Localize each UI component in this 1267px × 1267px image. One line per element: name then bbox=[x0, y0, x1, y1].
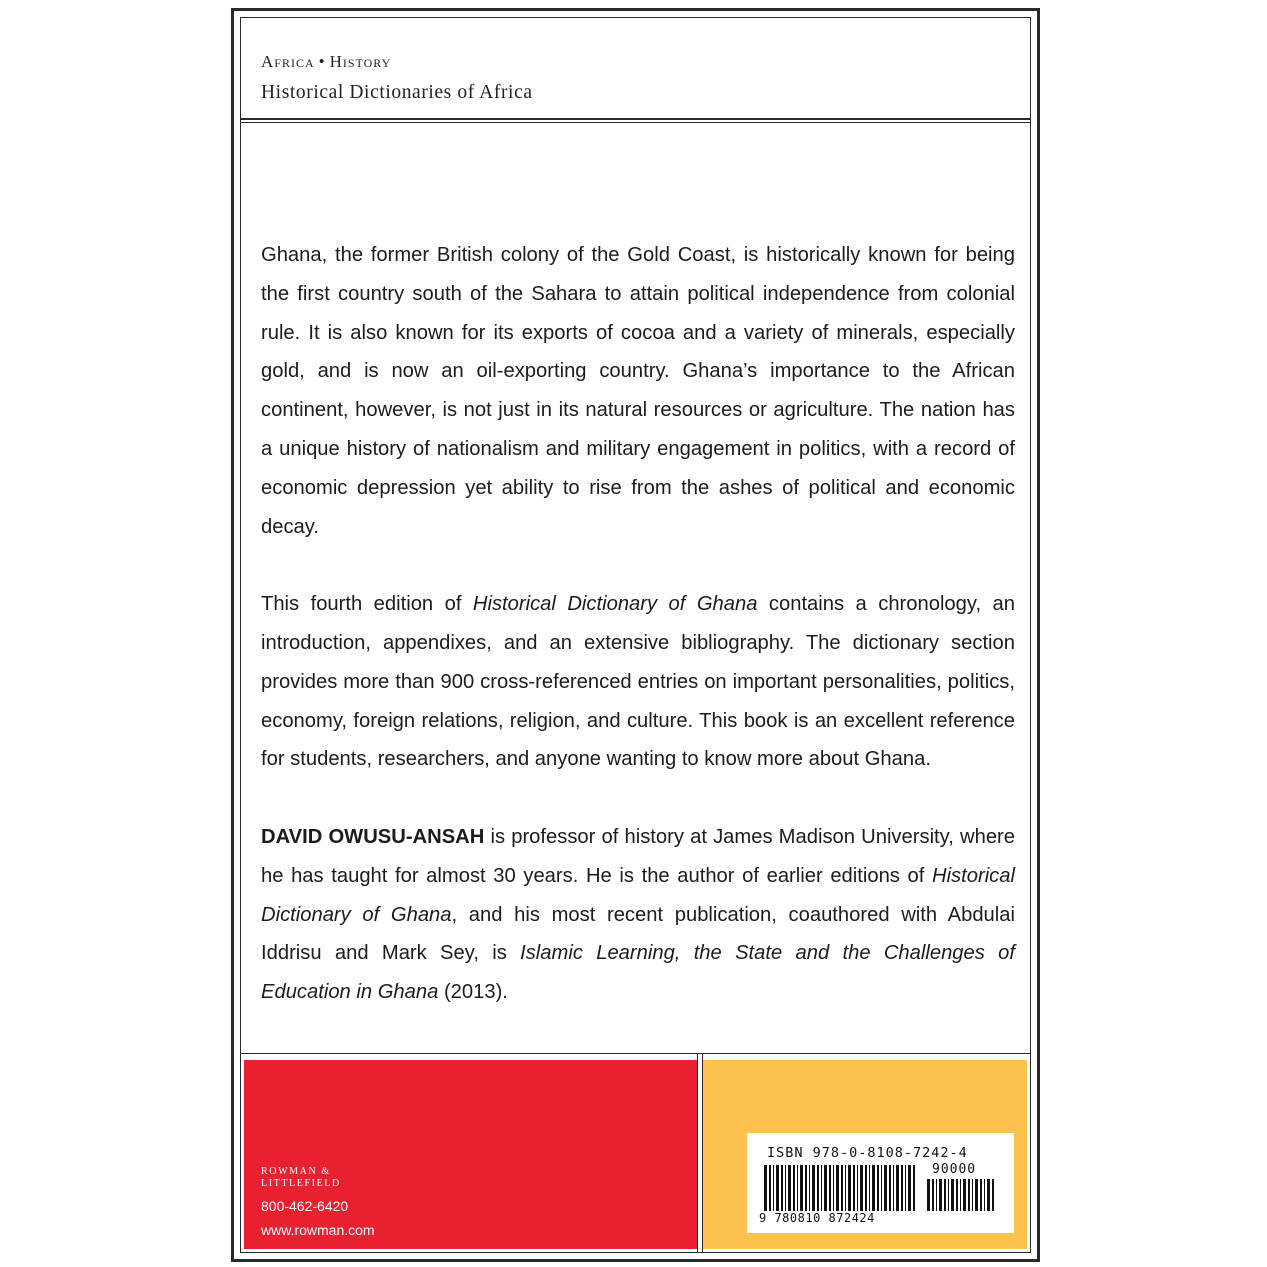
author-bio bbox=[261, 818, 1015, 1012]
barcode-bar bbox=[841, 1165, 843, 1211]
barcode-bar bbox=[889, 1165, 891, 1211]
publisher-name-line-2: LITTLEFIELD bbox=[261, 1178, 341, 1189]
barcode-bar bbox=[975, 1179, 978, 1211]
barcode-bar bbox=[857, 1165, 858, 1211]
barcode-bar bbox=[833, 1165, 834, 1211]
barcode-bar bbox=[809, 1165, 810, 1211]
author-name: DAVID OWUSU-ANSAH bbox=[261, 825, 485, 848]
barcode-bar bbox=[939, 1179, 942, 1211]
barcode-bar bbox=[845, 1165, 846, 1211]
barcode bbox=[747, 1133, 1014, 1233]
book-title: Historical Dictionary of Ghana bbox=[261, 864, 1015, 926]
back-cover bbox=[231, 8, 1040, 1262]
barcode-bar bbox=[896, 1165, 899, 1211]
publisher-website: www.rowman.com bbox=[261, 1222, 375, 1238]
cover-frame bbox=[240, 17, 1031, 1253]
barcode-bar bbox=[968, 1179, 970, 1211]
book-title: Islamic Learning, the State and the Challenges of Education in Ghana bbox=[261, 942, 1015, 1004]
paragraph-text: This fourth edition of bbox=[261, 593, 473, 616]
isbn-label: ISBN 978-0-8108-7242-4 bbox=[767, 1145, 968, 1161]
barcode-bar bbox=[865, 1165, 867, 1211]
barcode-bar bbox=[987, 1179, 990, 1211]
paragraph-text: , and his most recent publication, coauthored with Abdulai Iddrisu and Mark Sey, is bbox=[261, 903, 1015, 965]
barcode-bar bbox=[805, 1165, 807, 1211]
publisher-name-line-1: ROWMAN & bbox=[261, 1166, 331, 1177]
publisher-logo bbox=[261, 1166, 341, 1190]
barcode-bar bbox=[836, 1165, 839, 1211]
barcode-bar bbox=[776, 1165, 779, 1211]
bullet-icon: • bbox=[318, 52, 326, 71]
barcode-bar bbox=[972, 1179, 973, 1211]
paragraph-text: is professor of history at James Madison University, where he has taught for almost 30 years. He is the author of earlier editions of bbox=[261, 825, 1015, 887]
barcode-bar bbox=[817, 1165, 819, 1211]
barcode-bar bbox=[881, 1165, 882, 1211]
barcode-bar bbox=[769, 1165, 771, 1211]
barcode-bar bbox=[951, 1179, 954, 1211]
paragraph-text: contains a chronology, an introduction, appendixes, and an extensive bibliography. The dictionary section provides more than 900 cross-referenced entries on important personalities, politics, economy, foreign relations, religion, and culture. This book is an excellent reference for students, researchers, and anyone wanting to know more about Ghana. bbox=[261, 593, 1015, 771]
barcode-bar bbox=[956, 1179, 958, 1211]
publisher-panel bbox=[244, 1060, 697, 1249]
description-paragraph-1: Ghana, the former British colony of the Gold Coast, is historically known for being the first country south of the Sahara to attain political independence from colonial rule. It is also known for its exports of cocoa and a variety of minerals, especially gold, and is now an oil-exporting country. Ghana’s importance to the African continent, however, is not just in its natural resources or agriculture. The nation has a unique history of nationalism and military engagement in politics, with a record of economic depression yet ability to rise from the ashes of political and economic decay. bbox=[261, 244, 1015, 538]
barcode-bar bbox=[960, 1179, 961, 1211]
barcode-bar bbox=[800, 1165, 803, 1211]
barcode-bar bbox=[980, 1179, 982, 1211]
barcode-bar bbox=[872, 1165, 875, 1211]
barcode-bar bbox=[984, 1179, 985, 1211]
publisher-phone: 800-462-6420 bbox=[261, 1198, 349, 1214]
category-africa: Africa bbox=[261, 52, 315, 71]
barcode-bar bbox=[860, 1165, 863, 1211]
barcode-bar bbox=[848, 1165, 851, 1211]
subject-category bbox=[261, 52, 391, 72]
barcode-bar bbox=[893, 1165, 894, 1211]
footer-band bbox=[241, 1053, 1030, 1252]
price-code: 90000 bbox=[932, 1162, 977, 1177]
barcode-bar bbox=[793, 1165, 795, 1211]
category-history: History bbox=[329, 52, 392, 71]
barcode-bar bbox=[927, 1179, 930, 1211]
barcode-bar bbox=[948, 1179, 949, 1211]
barcode-bar bbox=[785, 1165, 786, 1211]
barcode-bar bbox=[992, 1179, 994, 1211]
barcode-bar bbox=[877, 1165, 879, 1211]
barcode-bar bbox=[944, 1179, 946, 1211]
barcode-bar bbox=[884, 1165, 887, 1211]
barcode-bar bbox=[788, 1165, 791, 1211]
addon-barcode-bars bbox=[927, 1179, 997, 1215]
barcode-bar bbox=[901, 1165, 903, 1211]
barcode-bar bbox=[824, 1165, 827, 1211]
barcode-bar bbox=[936, 1179, 937, 1211]
barcode-bar bbox=[853, 1165, 855, 1211]
barcode-bar bbox=[797, 1165, 798, 1211]
barcode-bar bbox=[869, 1165, 870, 1211]
barcode-bar bbox=[913, 1165, 915, 1211]
barcode-digits: 9 780810 872424 bbox=[759, 1211, 875, 1225]
barcode-bar bbox=[764, 1165, 767, 1211]
barcode-bar bbox=[829, 1165, 831, 1211]
barcode-bar bbox=[773, 1165, 774, 1211]
series-title: Historical Dictionaries of Africa bbox=[261, 82, 533, 103]
paragraph-text: (2013). bbox=[438, 981, 508, 1004]
barcode-bars bbox=[764, 1165, 919, 1215]
barcode-bar bbox=[908, 1165, 911, 1211]
header-band bbox=[241, 18, 1030, 120]
description-paragraph-2 bbox=[261, 585, 1015, 779]
barcode-bar bbox=[821, 1165, 822, 1211]
barcode-bar bbox=[781, 1165, 783, 1211]
barcode-bar bbox=[812, 1165, 815, 1211]
barcode-panel bbox=[703, 1060, 1027, 1249]
book-title: Historical Dictionary of Ghana bbox=[472, 593, 758, 616]
header-divider bbox=[241, 122, 1030, 123]
barcode-bar bbox=[905, 1165, 906, 1211]
barcode-bar bbox=[932, 1179, 934, 1211]
barcode-bar bbox=[963, 1179, 966, 1211]
description bbox=[261, 236, 1015, 1051]
